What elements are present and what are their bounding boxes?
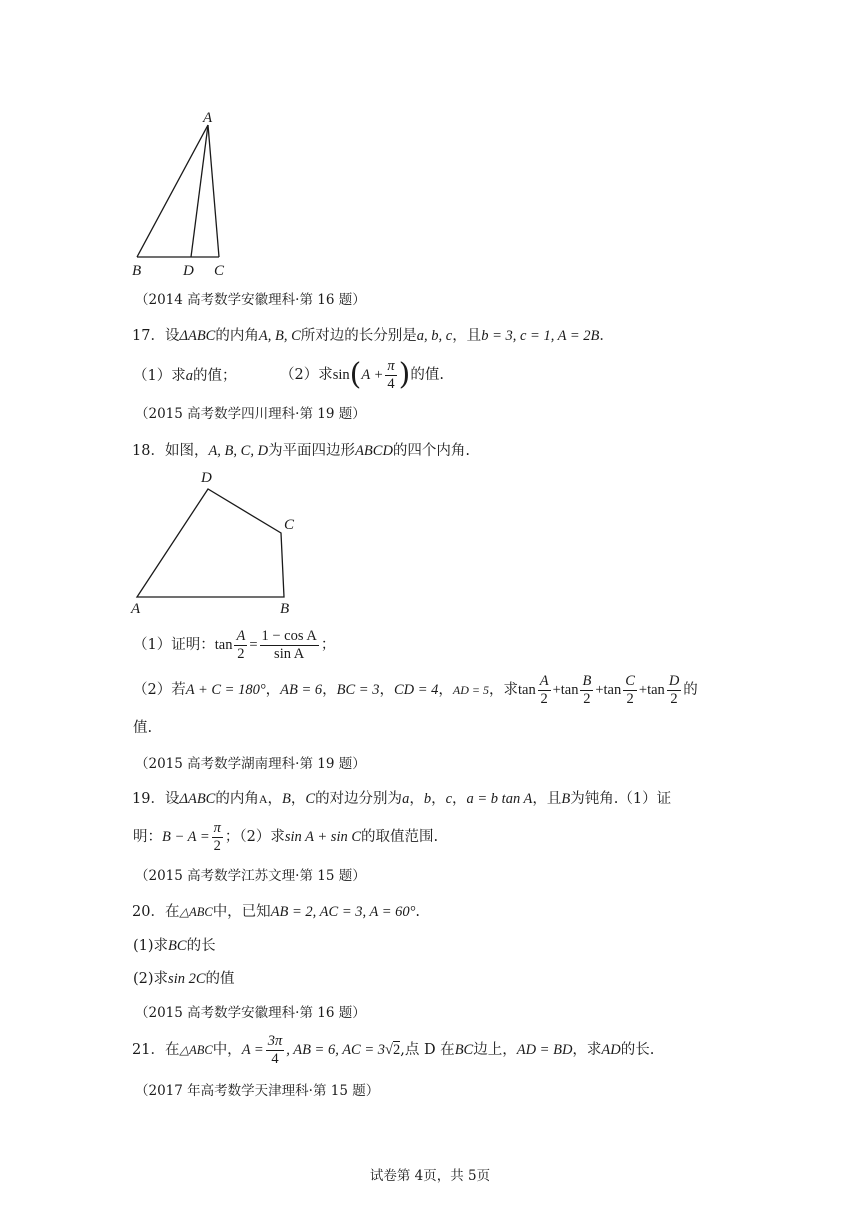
question-17-part1 [133,367,236,385]
q-text: 的长 [186,938,216,954]
q-text: . [415,904,421,920]
math: ΔABC [179,328,216,344]
q-text: 边上， [473,1042,517,1058]
math: △ABC [179,905,213,919]
q-text: ， [409,791,424,807]
math: B [282,791,291,807]
vertex-label-b: B [280,601,290,617]
source-note-18: （2015 高考数学湖南理科·第 19 题） [135,756,366,772]
fraction [385,358,396,393]
q-text: 中， [212,1042,242,1058]
math: + [638,682,648,698]
denominator: 2 [670,690,678,707]
math: A + [361,367,384,383]
math: c [445,791,452,807]
q-text: 的内角 [215,328,259,344]
numerator: D [668,672,680,689]
numerator: A [539,672,549,689]
math: tan [214,637,233,653]
q-text: （1）证明： [133,637,215,653]
q-text: 设 [164,791,180,807]
math: ABCD [355,443,393,459]
q-text: 的 [683,682,698,698]
question-20-part1 [133,937,216,955]
q-text: ， [322,682,337,698]
math: AB = 6 [280,682,323,698]
numerator: B [582,672,592,689]
q-text: 明： [133,829,162,845]
question-19-line2 [133,817,438,857]
math: tan [560,682,579,698]
math: AD = 5 [452,683,489,697]
question-number: 20． [132,904,165,920]
math: + [595,682,604,698]
source-note-16: （2014 高考数学安徽理科·第 16 题） [135,292,366,308]
question-number: 17． [132,328,165,344]
fraction [580,673,593,708]
fraction [623,673,637,708]
q-text: ， [265,682,281,698]
q-text: ，且 [452,328,482,344]
math: AD = BD [516,1042,573,1058]
q-text: 设 [164,328,180,344]
q-text: ． [599,328,614,344]
math: = [249,637,258,653]
q-text: ,点 D 在 [400,1042,455,1058]
fraction [538,673,551,708]
vertex-label-a: A [203,110,213,126]
math: A + C = 180° [185,682,266,698]
q-text: ， [267,791,283,807]
numerator: C [625,672,635,689]
q-text: ， [290,791,306,807]
math: △ABC [179,1043,213,1057]
math: BC [168,938,187,954]
math: tan [517,682,536,698]
math: a [402,791,410,807]
quadrilateral-figure [128,468,308,618]
q-text: 的内角 [215,791,259,807]
q-text: 为平面四边形 [268,443,356,459]
denominator: 2 [540,690,548,707]
q-text: ，求 [488,682,518,698]
sqrt-radicand: 2 [392,1042,401,1058]
question-21-line1: 21．在△ABC中，A = $\frac{3\pi}{4}$ , AB = 6, AC = 3√2,点 D 在BC边上，AD = BD，求AD的长. [132,1032,655,1067]
q-text: ；（2）求 [224,829,285,845]
q-text: 的值 [205,971,235,987]
question-20-line1 [132,903,420,921]
q-text: 如图， [164,443,209,459]
q-text: ，且 [532,791,562,807]
numerator: A [236,627,246,644]
q-text: ， [438,682,453,698]
question-17-part2: （2）求sin(A + $\frac{\pi}{4}$ )的值. [280,357,444,392]
source-note-21: （2017 年高考数学天津理科·第 15 题） [135,1083,380,1099]
math: tan [603,682,622,698]
fraction [234,628,247,663]
q-text: 在 [164,1042,180,1058]
fraction [266,1033,285,1068]
source-note-19: （2015 高考数学江苏文理·第 15 题） [135,868,366,884]
question-number: 19． [132,791,165,807]
vertex-label-b: B [132,263,142,279]
math: b [423,791,432,807]
vertex-label-d: D [201,470,212,486]
math: AD [601,1042,621,1058]
q-text: (1)求 [133,938,169,954]
q-text: 的四个内角. [392,443,471,459]
question-number: 21． [132,1042,165,1058]
denominator: 2 [237,645,245,662]
math: A = [241,1042,264,1058]
q-text: 的值. [410,367,444,383]
q-text: ， [379,682,394,698]
numerator: π [387,357,395,374]
vertex-label-d: D [183,263,194,279]
math: C [305,791,316,807]
question-17-line1 [132,327,614,345]
fraction [667,673,681,708]
q-text: （1）求 [133,368,186,384]
math: A [258,792,268,806]
q-text: 中，已知 [212,904,271,920]
math: b = 3, c = 1, A = 2B [481,328,600,344]
question-18-part1 [133,625,335,665]
source-note-17: （2015 高考数学四川理科·第 19 题） [135,406,366,422]
question-20-part2 [133,970,235,988]
denominator: sin A [274,645,305,662]
q-text: （2）若 [133,682,186,698]
q-text: ； [320,637,336,653]
denominator: 2 [583,690,591,707]
math: sin [332,367,350,383]
fraction [260,628,319,663]
page-footer: 试卷第 4页，共 5页 [369,1168,491,1184]
vertex-label-c: C [214,263,225,279]
denominator: 4 [271,1050,279,1067]
question-18-part2-cont: 值. [133,720,153,736]
q-text: ， [431,791,446,807]
numerator: 3π [267,1032,283,1049]
math: AB = 2, AC = 3, A = 60° [270,904,416,920]
math: CD = 4 [393,682,439,698]
q-text: (2)求 [133,971,169,987]
math: B − A = [162,829,210,845]
math: a [185,368,193,384]
math: BC = 3 [336,682,380,698]
vertex-label-c: C [284,517,295,533]
math: + [552,682,561,698]
q-text: ，求 [572,1042,602,1058]
q-text: 的值； [192,368,237,384]
denominator: 2 [213,837,221,854]
math: sin A + sin C [284,829,362,845]
q-text: （2）求 [280,367,333,383]
q-text: 的长. [620,1042,655,1058]
math: sin 2C [168,971,206,987]
question-18-part2 [133,670,698,710]
numerator: π [213,819,221,836]
q-text: 为钝角.（1）证 [570,791,672,807]
q-text: ， [452,791,467,807]
math: a, b, c [416,328,453,344]
question-number: 18． [132,443,165,459]
triangle-figure [125,105,245,280]
q-text: 在 [164,904,180,920]
q-text: 所对边的长分别是 [300,328,417,344]
math: A, B, C [258,328,301,344]
denominator: 4 [387,375,395,392]
math: BC [454,1042,474,1058]
denominator: 2 [626,690,634,707]
q-text: 的对边分别为 [315,791,403,807]
fraction [212,820,223,855]
vertex-label-a: A [131,601,141,617]
math: a = b tan A [466,791,533,807]
q-text: 的取值范围. [361,829,439,845]
math: B [561,791,571,807]
math: A, B, C, D [208,443,269,459]
question-19-line1 [132,790,671,808]
math: tan [647,682,665,698]
numerator: 1 − cos A [261,627,317,644]
question-18-line1 [132,442,470,460]
math: , AB = 6, AC = 3 [286,1042,386,1058]
source-note-20: （2015 高考数学安徽理科·第 16 题） [135,1005,366,1021]
math: ΔABC [179,791,216,807]
